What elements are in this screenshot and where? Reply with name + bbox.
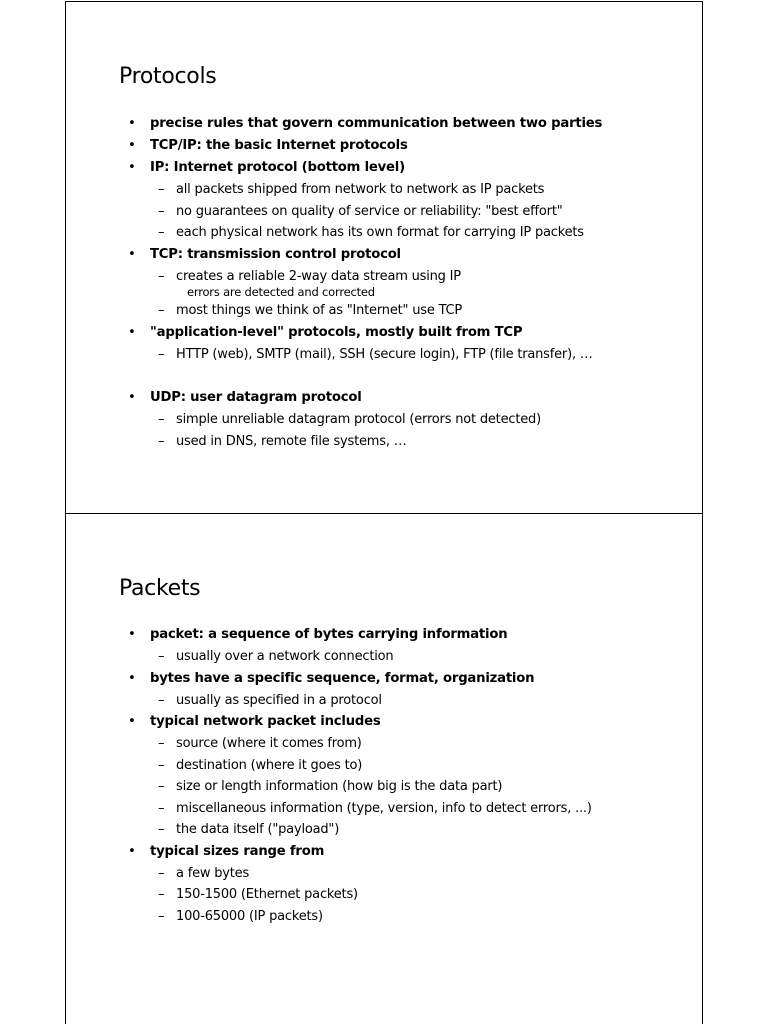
bullet-text: TCP: transmission control protocol [150, 246, 401, 262]
sub-text: creates a reliable 2-way data stream using IP [176, 268, 461, 284]
bullet-item [128, 711, 688, 841]
sub-marker: – [158, 412, 165, 427]
bullet-text: precise rules that govern communication between two parties [150, 116, 603, 131]
sub-item [150, 776, 688, 798]
bullet-marker: • [128, 160, 136, 175]
bullet-item [128, 322, 688, 366]
bullet-marker: • [128, 116, 136, 131]
sub-item [150, 344, 688, 366]
sub-marker: – [158, 268, 165, 284]
sub-marker: – [158, 346, 165, 362]
bullet-item [128, 135, 688, 157]
sub-text: size or length information (how big is the data part) [176, 779, 503, 794]
bullet-text: UDP: user datagram protocol [150, 390, 362, 405]
sub-text: HTTP (web), SMTP (mail), SSH (secure login), FTP (file transfer), … [176, 346, 593, 362]
sub-item [150, 798, 688, 820]
sub-marker: – [158, 433, 165, 449]
sub-text: the data itself ("payload") [176, 822, 340, 837]
bullet-list [128, 624, 688, 927]
bullet-text: bytes have a specific sequence, format, organization [150, 670, 535, 686]
bullet-marker: • [128, 843, 136, 859]
sub-text: 100-65000 (IP packets) [176, 908, 323, 924]
bullet-text: typical sizes range from [150, 843, 325, 859]
sub-text: simple unreliable datagram protocol (errors not detected) [176, 412, 541, 427]
sub-marker: – [158, 225, 165, 240]
slide-title: Packets [119, 576, 201, 601]
sub-item [150, 179, 688, 201]
sub-marker: – [158, 303, 165, 318]
sub-marker: – [158, 757, 165, 773]
bullet-marker: • [128, 246, 136, 262]
sub-item [150, 884, 688, 906]
sub-marker: – [158, 736, 165, 751]
sub-item [150, 733, 688, 755]
sub-marker: – [158, 800, 165, 816]
sub-marker: – [158, 182, 165, 197]
bullet-item [128, 841, 688, 928]
sub-text: source (where it comes from) [176, 736, 362, 751]
sub-text: usually as specified in a protocol [176, 692, 382, 708]
sub-text: 150-1500 (Ethernet packets) [176, 887, 358, 902]
sub-item [150, 646, 688, 668]
sub-text: all packets shipped from network to network as IP packets [176, 182, 545, 197]
sub-item [150, 266, 688, 288]
bullet-item [128, 668, 688, 712]
sub-list [150, 344, 688, 366]
sub-item [150, 863, 688, 885]
bullet-marker: • [128, 714, 136, 729]
sub-marker: – [158, 822, 165, 837]
bullet-item [128, 624, 688, 668]
sub-marker: – [158, 203, 165, 219]
bullet-item [128, 113, 688, 135]
sub-text: destination (where it goes to) [176, 757, 363, 773]
sub-text: no guarantees on quality of service or reliability: "best effort" [176, 203, 563, 219]
sub-text: usually over a network connection [176, 649, 394, 664]
bullet-text: IP: Internet protocol (bottom level) [150, 160, 405, 175]
sub-item [150, 755, 688, 777]
bullet-item [128, 157, 688, 244]
sub-item [150, 222, 688, 244]
slide-protocols [65, 1, 703, 514]
bullet-marker: • [128, 138, 136, 153]
sub-item [150, 409, 688, 431]
bullet-marker: • [128, 670, 136, 686]
bullet-item [128, 244, 688, 322]
sub-item [150, 201, 688, 223]
sub-list [150, 863, 688, 928]
bullet-text: typical network packet includes [150, 714, 381, 729]
sub-text: most things we think of as "Internet" use TCP [176, 303, 463, 318]
sub-item [150, 690, 688, 712]
bullet-text: TCP/IP: the basic Internet protocols [150, 138, 408, 153]
sub-item [150, 906, 688, 928]
sub-list [150, 646, 688, 668]
sub-marker: – [158, 887, 165, 902]
sub-note: errors are detected and corrected [187, 285, 375, 299]
bullet-marker: • [128, 324, 136, 340]
sub-list [150, 409, 688, 452]
sub-text: a few bytes [176, 865, 250, 881]
sub-text: used in DNS, remote file systems, … [176, 433, 407, 449]
slide-title: Protocols [119, 64, 217, 89]
sub-text: each physical network has its own format for carrying IP packets [176, 225, 584, 240]
sub-list [150, 179, 688, 244]
bullet-text: "application-level" protocols, mostly built from TCP [150, 324, 523, 340]
bullet-marker: • [128, 390, 136, 405]
bullet-marker: • [128, 627, 136, 642]
bullet-item [128, 387, 688, 452]
sub-list [150, 266, 688, 322]
sub-list [150, 690, 688, 712]
sub-item [150, 819, 688, 841]
sub-item [150, 431, 688, 453]
bullet-text: packet: a sequence of bytes carrying information [150, 627, 508, 642]
sub-marker: – [158, 779, 165, 794]
sub-list [150, 733, 688, 841]
sub-item [150, 300, 688, 322]
slide-packets [65, 513, 703, 1024]
bullet-list [128, 113, 688, 452]
sub-text: miscellaneous information (type, version, info to detect errors, ...) [176, 800, 592, 816]
sub-marker: – [158, 865, 165, 881]
sub-marker: – [158, 692, 165, 708]
sub-marker: – [158, 908, 165, 924]
sub-marker: – [158, 649, 165, 664]
